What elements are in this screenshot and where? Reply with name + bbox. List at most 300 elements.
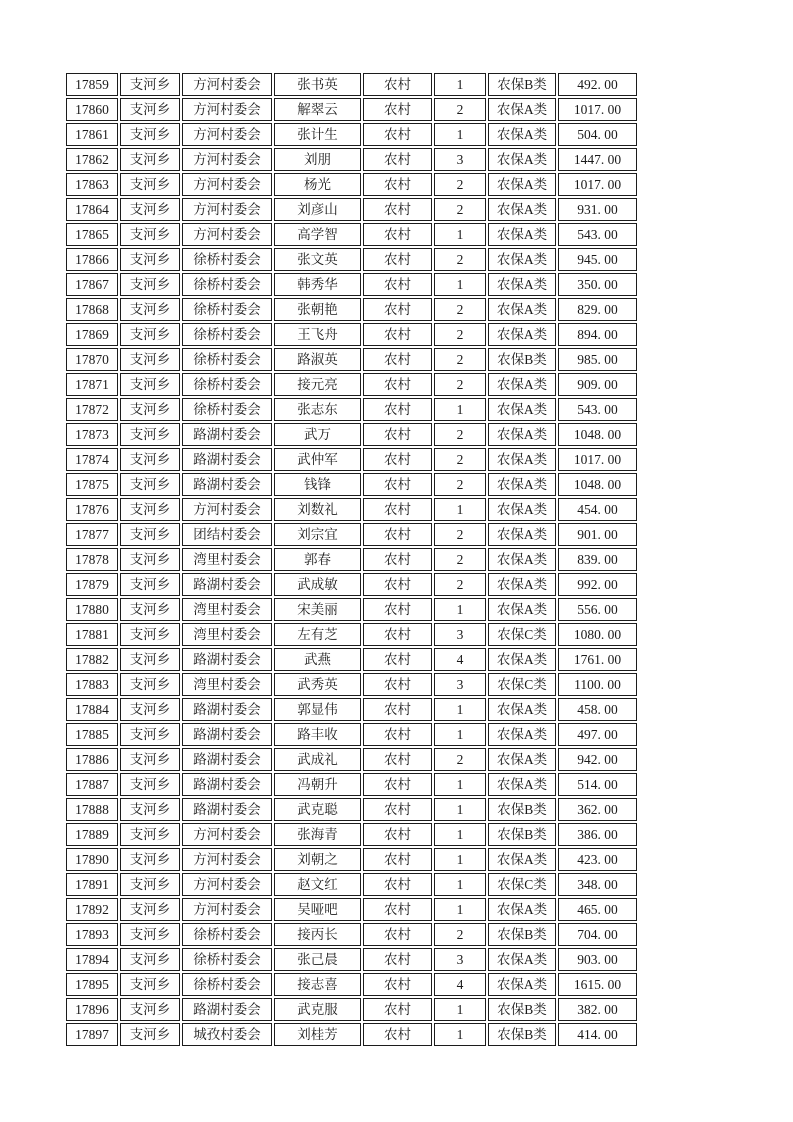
cell-township: 支河乡 <box>120 323 180 346</box>
cell-id: 17875 <box>66 473 118 496</box>
cell-category: 农保A类 <box>488 898 556 921</box>
cell-residence: 农村 <box>363 323 432 346</box>
table-row <box>66 173 637 196</box>
cell-name: 武仲军 <box>274 448 361 471</box>
cell-residence: 农村 <box>363 898 432 921</box>
table-row <box>66 823 637 846</box>
cell-count: 2 <box>434 323 486 346</box>
table-row <box>66 1023 637 1046</box>
cell-township: 支河乡 <box>120 573 180 596</box>
cell-id: 17896 <box>66 998 118 1021</box>
cell-residence: 农村 <box>363 98 432 121</box>
cell-village: 方河村委会 <box>182 173 272 196</box>
cell-amount: 556. 00 <box>558 598 637 621</box>
cell-count: 1 <box>434 398 486 421</box>
cell-township: 支河乡 <box>120 223 180 246</box>
cell-id: 17891 <box>66 873 118 896</box>
cell-count: 4 <box>434 973 486 996</box>
cell-category: 农保A类 <box>488 748 556 771</box>
cell-category: 农保B类 <box>488 798 556 821</box>
cell-residence: 农村 <box>363 548 432 571</box>
cell-village: 路湖村委会 <box>182 998 272 1021</box>
cell-name: 郭春 <box>274 548 361 571</box>
cell-residence: 农村 <box>363 673 432 696</box>
cell-township: 支河乡 <box>120 123 180 146</box>
cell-village: 徐桥村委会 <box>182 923 272 946</box>
cell-name: 武克服 <box>274 998 361 1021</box>
cell-count: 1 <box>434 598 486 621</box>
cell-amount: 504. 00 <box>558 123 637 146</box>
cell-count: 3 <box>434 623 486 646</box>
cell-township: 支河乡 <box>120 423 180 446</box>
cell-name: 武成礼 <box>274 748 361 771</box>
cell-id: 17892 <box>66 898 118 921</box>
table-row <box>66 623 637 646</box>
cell-amount: 945. 00 <box>558 248 637 271</box>
cell-category: 农保A类 <box>488 598 556 621</box>
cell-id: 17870 <box>66 348 118 371</box>
cell-amount: 901. 00 <box>558 523 637 546</box>
cell-residence: 农村 <box>363 1023 432 1046</box>
cell-amount: 1080. 00 <box>558 623 637 646</box>
cell-name: 武万 <box>274 423 361 446</box>
cell-amount: 454. 00 <box>558 498 637 521</box>
cell-count: 2 <box>434 523 486 546</box>
cell-count: 2 <box>434 573 486 596</box>
cell-village: 湾里村委会 <box>182 598 272 621</box>
cell-township: 支河乡 <box>120 623 180 646</box>
cell-id: 17895 <box>66 973 118 996</box>
table-row <box>66 248 637 271</box>
cell-township: 支河乡 <box>120 548 180 571</box>
cell-name: 路淑英 <box>274 348 361 371</box>
cell-village: 湾里村委会 <box>182 548 272 571</box>
cell-id: 17876 <box>66 498 118 521</box>
cell-category: 农保B类 <box>488 1023 556 1046</box>
cell-residence: 农村 <box>363 373 432 396</box>
cell-residence: 农村 <box>363 123 432 146</box>
cell-id: 17868 <box>66 298 118 321</box>
cell-township: 支河乡 <box>120 273 180 296</box>
table-row <box>66 398 637 421</box>
cell-residence: 农村 <box>363 748 432 771</box>
cell-name: 张文英 <box>274 248 361 271</box>
cell-category: 农保A类 <box>488 723 556 746</box>
cell-residence: 农村 <box>363 273 432 296</box>
cell-village: 徐桥村委会 <box>182 973 272 996</box>
table-row <box>66 973 637 996</box>
cell-township: 支河乡 <box>120 673 180 696</box>
cell-category: 农保B类 <box>488 923 556 946</box>
cell-residence: 农村 <box>363 148 432 171</box>
cell-village: 路湖村委会 <box>182 798 272 821</box>
table-row <box>66 423 637 446</box>
cell-count: 2 <box>434 923 486 946</box>
cell-township: 支河乡 <box>120 723 180 746</box>
cell-village: 路湖村委会 <box>182 723 272 746</box>
cell-residence: 农村 <box>363 848 432 871</box>
cell-residence: 农村 <box>363 948 432 971</box>
cell-amount: 1017. 00 <box>558 448 637 471</box>
table-row <box>66 323 637 346</box>
cell-township: 支河乡 <box>120 198 180 221</box>
cell-count: 1 <box>434 498 486 521</box>
cell-village: 徐桥村委会 <box>182 298 272 321</box>
cell-name: 冯朝升 <box>274 773 361 796</box>
cell-residence: 农村 <box>363 423 432 446</box>
cell-residence: 农村 <box>363 298 432 321</box>
cell-count: 2 <box>434 248 486 271</box>
cell-name: 刘宗宜 <box>274 523 361 546</box>
cell-amount: 909. 00 <box>558 373 637 396</box>
cell-count: 2 <box>434 448 486 471</box>
cell-village: 路湖村委会 <box>182 423 272 446</box>
cell-amount: 829. 00 <box>558 298 637 321</box>
cell-village: 徐桥村委会 <box>182 398 272 421</box>
cell-name: 张志东 <box>274 398 361 421</box>
table-row <box>66 223 637 246</box>
cell-id: 17866 <box>66 248 118 271</box>
cell-category: 农保C类 <box>488 673 556 696</box>
cell-township: 支河乡 <box>120 148 180 171</box>
cell-id: 17885 <box>66 723 118 746</box>
cell-category: 农保A类 <box>488 498 556 521</box>
cell-amount: 423. 00 <box>558 848 637 871</box>
table-row <box>66 148 637 171</box>
cell-count: 2 <box>434 748 486 771</box>
cell-category: 农保C类 <box>488 623 556 646</box>
cell-name: 吴哑吧 <box>274 898 361 921</box>
cell-village: 方河村委会 <box>182 498 272 521</box>
cell-name: 张书英 <box>274 73 361 96</box>
cell-category: 农保A类 <box>488 123 556 146</box>
cell-category: 农保A类 <box>488 198 556 221</box>
cell-count: 2 <box>434 298 486 321</box>
cell-township: 支河乡 <box>120 598 180 621</box>
cell-name: 刘桂芳 <box>274 1023 361 1046</box>
cell-village: 徐桥村委会 <box>182 323 272 346</box>
cell-amount: 1048. 00 <box>558 423 637 446</box>
cell-id: 17861 <box>66 123 118 146</box>
cell-name: 张计生 <box>274 123 361 146</box>
table-row <box>66 673 637 696</box>
cell-amount: 1447. 00 <box>558 148 637 171</box>
cell-count: 3 <box>434 673 486 696</box>
cell-village: 路湖村委会 <box>182 448 272 471</box>
cell-count: 2 <box>434 423 486 446</box>
cell-village: 湾里村委会 <box>182 673 272 696</box>
cell-id: 17873 <box>66 423 118 446</box>
cell-residence: 农村 <box>363 598 432 621</box>
cell-name: 张海青 <box>274 823 361 846</box>
table-row <box>66 923 637 946</box>
cell-id: 17889 <box>66 823 118 846</box>
cell-village: 方河村委会 <box>182 898 272 921</box>
cell-village: 湾里村委会 <box>182 623 272 646</box>
cell-count: 2 <box>434 98 486 121</box>
cell-category: 农保A类 <box>488 448 556 471</box>
cell-count: 1 <box>434 773 486 796</box>
cell-amount: 492. 00 <box>558 73 637 96</box>
cell-township: 支河乡 <box>120 698 180 721</box>
cell-amount: 1048. 00 <box>558 473 637 496</box>
table-row <box>66 848 637 871</box>
cell-category: 农保A类 <box>488 698 556 721</box>
cell-category: 农保A类 <box>488 373 556 396</box>
cell-residence: 农村 <box>363 923 432 946</box>
cell-count: 2 <box>434 473 486 496</box>
table-row <box>66 798 637 821</box>
cell-amount: 992. 00 <box>558 573 637 596</box>
cell-village: 徐桥村委会 <box>182 373 272 396</box>
cell-village: 方河村委会 <box>182 223 272 246</box>
cell-count: 2 <box>434 548 486 571</box>
cell-category: 农保A类 <box>488 98 556 121</box>
cell-village: 路湖村委会 <box>182 698 272 721</box>
cell-name: 左有芝 <box>274 623 361 646</box>
cell-amount: 1017. 00 <box>558 173 637 196</box>
cell-township: 支河乡 <box>120 98 180 121</box>
cell-count: 2 <box>434 348 486 371</box>
cell-village: 城孜村委会 <box>182 1023 272 1046</box>
cell-residence: 农村 <box>363 573 432 596</box>
cell-village: 方河村委会 <box>182 73 272 96</box>
table-row <box>66 573 637 596</box>
cell-id: 17872 <box>66 398 118 421</box>
cell-amount: 985. 00 <box>558 348 637 371</box>
cell-village: 徐桥村委会 <box>182 273 272 296</box>
cell-count: 1 <box>434 998 486 1021</box>
cell-count: 1 <box>434 873 486 896</box>
cell-category: 农保A类 <box>488 973 556 996</box>
cell-name: 杨光 <box>274 173 361 196</box>
cell-amount: 1100. 00 <box>558 673 637 696</box>
cell-residence: 农村 <box>363 973 432 996</box>
cell-name: 韩秀华 <box>274 273 361 296</box>
cell-township: 支河乡 <box>120 523 180 546</box>
cell-amount: 1017. 00 <box>558 98 637 121</box>
cell-category: 农保C类 <box>488 873 556 896</box>
cell-id: 17897 <box>66 1023 118 1046</box>
cell-village: 徐桥村委会 <box>182 248 272 271</box>
cell-amount: 543. 00 <box>558 398 637 421</box>
cell-township: 支河乡 <box>120 1023 180 1046</box>
cell-amount: 931. 00 <box>558 198 637 221</box>
table-row <box>66 998 637 1021</box>
table-row <box>66 123 637 146</box>
cell-name: 武克聪 <box>274 798 361 821</box>
cell-amount: 1761. 00 <box>558 648 637 671</box>
cell-village: 方河村委会 <box>182 198 272 221</box>
cell-count: 1 <box>434 723 486 746</box>
cell-amount: 458. 00 <box>558 698 637 721</box>
cell-count: 1 <box>434 1023 486 1046</box>
cell-township: 支河乡 <box>120 748 180 771</box>
cell-count: 1 <box>434 273 486 296</box>
cell-village: 方河村委会 <box>182 98 272 121</box>
cell-village: 徐桥村委会 <box>182 948 272 971</box>
cell-amount: 414. 00 <box>558 1023 637 1046</box>
cell-id: 17878 <box>66 548 118 571</box>
cell-name: 刘彦山 <box>274 198 361 221</box>
table-body <box>66 73 637 1046</box>
cell-id: 17877 <box>66 523 118 546</box>
table-row <box>66 698 637 721</box>
cell-name: 郭显伟 <box>274 698 361 721</box>
cell-amount: 382. 00 <box>558 998 637 1021</box>
cell-name: 刘数礼 <box>274 498 361 521</box>
cell-township: 支河乡 <box>120 248 180 271</box>
cell-id: 17887 <box>66 773 118 796</box>
cell-category: 农保A类 <box>488 323 556 346</box>
table-row <box>66 898 637 921</box>
cell-village: 方河村委会 <box>182 123 272 146</box>
cell-id: 17893 <box>66 923 118 946</box>
cell-count: 1 <box>434 798 486 821</box>
cell-residence: 农村 <box>363 248 432 271</box>
cell-township: 支河乡 <box>120 898 180 921</box>
cell-amount: 350. 00 <box>558 273 637 296</box>
cell-category: 农保A类 <box>488 473 556 496</box>
cell-township: 支河乡 <box>120 798 180 821</box>
cell-village: 路湖村委会 <box>182 473 272 496</box>
cell-township: 支河乡 <box>120 648 180 671</box>
cell-name: 武成敏 <box>274 573 361 596</box>
cell-name: 宋美丽 <box>274 598 361 621</box>
cell-name: 接丙长 <box>274 923 361 946</box>
cell-id: 17869 <box>66 323 118 346</box>
cell-name: 王飞舟 <box>274 323 361 346</box>
cell-id: 17864 <box>66 198 118 221</box>
cell-category: 农保B类 <box>488 823 556 846</box>
cell-amount: 839. 00 <box>558 548 637 571</box>
table-row <box>66 748 637 771</box>
cell-category: 农保B类 <box>488 998 556 1021</box>
cell-residence: 农村 <box>363 623 432 646</box>
table-row <box>66 723 637 746</box>
cell-residence: 农村 <box>363 473 432 496</box>
cell-residence: 农村 <box>363 698 432 721</box>
cell-residence: 农村 <box>363 398 432 421</box>
cell-residence: 农村 <box>363 873 432 896</box>
cell-residence: 农村 <box>363 998 432 1021</box>
cell-count: 4 <box>434 648 486 671</box>
cell-category: 农保A类 <box>488 648 556 671</box>
cell-name: 赵文红 <box>274 873 361 896</box>
cell-count: 1 <box>434 123 486 146</box>
cell-township: 支河乡 <box>120 998 180 1021</box>
table-row <box>66 73 637 96</box>
cell-township: 支河乡 <box>120 873 180 896</box>
cell-category: 农保A类 <box>488 548 556 571</box>
cell-township: 支河乡 <box>120 173 180 196</box>
cell-village: 方河村委会 <box>182 873 272 896</box>
cell-residence: 农村 <box>363 448 432 471</box>
cell-id: 17882 <box>66 648 118 671</box>
cell-village: 路湖村委会 <box>182 573 272 596</box>
cell-id: 17883 <box>66 673 118 696</box>
cell-category: 农保A类 <box>488 423 556 446</box>
table-row <box>66 448 637 471</box>
cell-id: 17880 <box>66 598 118 621</box>
table-row <box>66 523 637 546</box>
table-row <box>66 373 637 396</box>
cell-name: 解翠云 <box>274 98 361 121</box>
cell-category: 农保A类 <box>488 148 556 171</box>
cell-count: 1 <box>434 898 486 921</box>
cell-name: 武燕 <box>274 648 361 671</box>
cell-category: 农保A类 <box>488 523 556 546</box>
cell-id: 17874 <box>66 448 118 471</box>
cell-amount: 497. 00 <box>558 723 637 746</box>
cell-residence: 农村 <box>363 73 432 96</box>
cell-township: 支河乡 <box>120 348 180 371</box>
table-row <box>66 298 637 321</box>
cell-name: 刘朋 <box>274 148 361 171</box>
cell-residence: 农村 <box>363 723 432 746</box>
cell-id: 17888 <box>66 798 118 821</box>
cell-amount: 1615. 00 <box>558 973 637 996</box>
cell-category: 农保A类 <box>488 298 556 321</box>
cell-id: 17862 <box>66 148 118 171</box>
cell-category: 农保A类 <box>488 773 556 796</box>
cell-name: 接志喜 <box>274 973 361 996</box>
cell-residence: 农村 <box>363 823 432 846</box>
cell-name: 刘朝之 <box>274 848 361 871</box>
table-row <box>66 948 637 971</box>
cell-name: 张朝艳 <box>274 298 361 321</box>
table-row <box>66 598 637 621</box>
cell-township: 支河乡 <box>120 498 180 521</box>
cell-amount: 514. 00 <box>558 773 637 796</box>
cell-count: 1 <box>434 848 486 871</box>
cell-id: 17860 <box>66 98 118 121</box>
cell-id: 17890 <box>66 848 118 871</box>
cell-residence: 农村 <box>363 798 432 821</box>
cell-amount: 942. 00 <box>558 748 637 771</box>
cell-residence: 农村 <box>363 348 432 371</box>
cell-township: 支河乡 <box>120 848 180 871</box>
cell-count: 1 <box>434 73 486 96</box>
cell-count: 1 <box>434 698 486 721</box>
cell-residence: 农村 <box>363 523 432 546</box>
cell-township: 支河乡 <box>120 473 180 496</box>
cell-amount: 362. 00 <box>558 798 637 821</box>
cell-residence: 农村 <box>363 223 432 246</box>
cell-count: 1 <box>434 223 486 246</box>
cell-township: 支河乡 <box>120 923 180 946</box>
table-row <box>66 198 637 221</box>
cell-category: 农保A类 <box>488 248 556 271</box>
cell-name: 武秀英 <box>274 673 361 696</box>
cell-residence: 农村 <box>363 173 432 196</box>
cell-township: 支河乡 <box>120 773 180 796</box>
cell-township: 支河乡 <box>120 298 180 321</box>
cell-township: 支河乡 <box>120 948 180 971</box>
cell-name: 接元亮 <box>274 373 361 396</box>
pension-records-table <box>64 71 639 1048</box>
cell-id: 17863 <box>66 173 118 196</box>
cell-id: 17879 <box>66 573 118 596</box>
cell-count: 2 <box>434 198 486 221</box>
cell-residence: 农村 <box>363 648 432 671</box>
cell-village: 团结村委会 <box>182 523 272 546</box>
cell-village: 路湖村委会 <box>182 648 272 671</box>
cell-village: 方河村委会 <box>182 148 272 171</box>
cell-township: 支河乡 <box>120 398 180 421</box>
cell-amount: 386. 00 <box>558 823 637 846</box>
cell-category: 农保A类 <box>488 573 556 596</box>
